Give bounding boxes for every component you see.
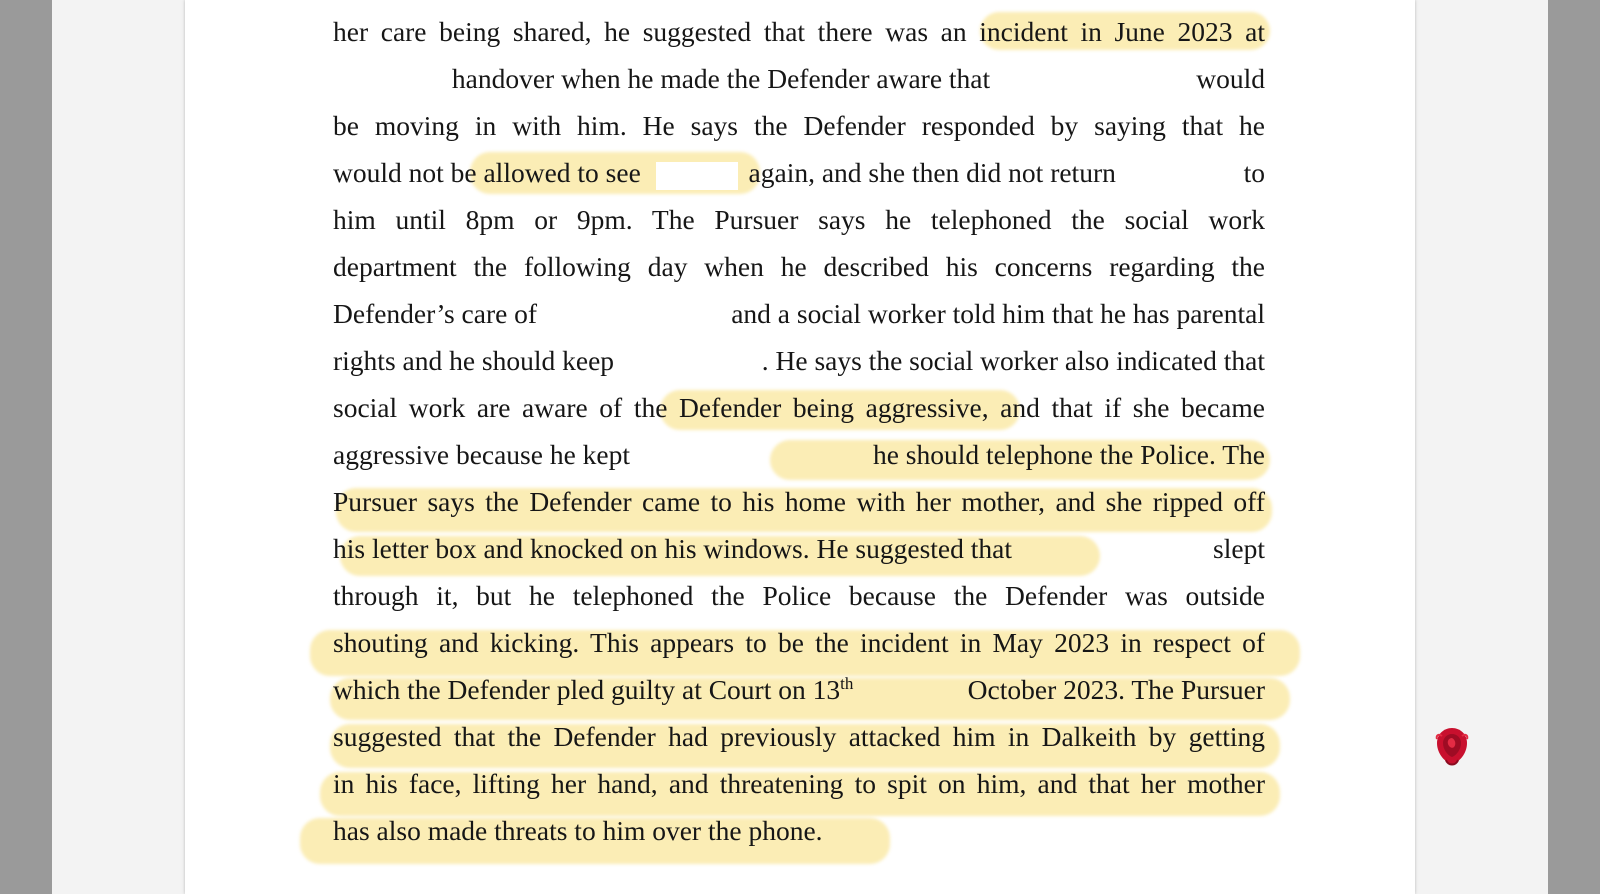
- text-line: [333, 478, 1265, 526]
- text-segment: aggressive because he kept: [333, 439, 631, 470]
- text-line: [333, 666, 1265, 714]
- redaction-block: [656, 162, 738, 190]
- text-line: [333, 572, 1265, 620]
- text-line: [333, 102, 1265, 150]
- text-line: [333, 619, 1265, 667]
- text-segment: rights and he should keep: [333, 345, 615, 376]
- text-segment: in his face, lifting her hand, and threatening to spit on him, and that her mother: [333, 768, 1265, 799]
- text-segment: her care being shared, he suggested that there was an incident in June 2023 at: [333, 16, 1265, 47]
- text-segment: slept: [1213, 533, 1265, 564]
- text-segment: Defender’s care of: [333, 298, 538, 329]
- text-line: [333, 431, 1265, 479]
- text-line: [333, 55, 1265, 103]
- redaction-block: [1003, 68, 1151, 96]
- text-line: [333, 337, 1265, 385]
- text-segment: social work are aware of the Defender being aggressive, and that if she became: [333, 392, 1265, 423]
- text-segment: would not be allowed to see: [333, 157, 641, 188]
- text-segment: him until 8pm or 9pm. The Pursuer says he telephoned the social work: [333, 204, 1265, 235]
- text-segment: Pursuer says the Defender came to his home with her mother, and she ripped off: [333, 486, 1265, 517]
- text-line: [333, 149, 1265, 197]
- text-segment: he should telephone the Police. The: [872, 439, 1265, 470]
- text-segment: be moving in with him. He says the Defender responded by saying that he: [333, 110, 1265, 141]
- text-line: [333, 196, 1265, 244]
- text-segment: October 2023. The Pursuer: [967, 674, 1265, 705]
- ordinal-suffix: th: [840, 673, 854, 693]
- text-line: [333, 807, 1265, 855]
- text-segment: would: [1196, 63, 1265, 94]
- text-line: [333, 760, 1265, 808]
- text-line: [333, 713, 1265, 761]
- text-line: [333, 525, 1265, 573]
- redaction-block: [333, 68, 441, 96]
- text-segment: his letter box and knocked on his windows. He suggested that: [333, 533, 1012, 564]
- rose-icon: [1428, 722, 1476, 770]
- text-line: [333, 384, 1265, 432]
- text-segment: again, and she then did not return: [748, 157, 1116, 188]
- text-segment: which the Defender pled guilty at Court on 13: [333, 674, 841, 705]
- text-line: [333, 243, 1265, 291]
- text-line: [333, 8, 1265, 56]
- text-segment: . He says the social worker also indicated that: [761, 345, 1265, 376]
- text-segment: shouting and kicking. This appears to be the incident in May 2023 in respect of: [333, 627, 1265, 658]
- text-segment: and a social worker told him that he has parental: [731, 298, 1265, 329]
- text-segment: department the following day when he described his concerns regarding the: [333, 251, 1265, 282]
- text-segment: handover when he made the Defender aware that: [451, 63, 991, 94]
- text-segment: has also made threats to him over the phone.: [333, 815, 823, 846]
- text-line: [333, 290, 1265, 338]
- text-segment: through it, but he telephoned the Police because the Defender was outside: [333, 580, 1265, 611]
- text-segment: suggested that the Defender had previously attacked him in Dalkeith by getting: [333, 721, 1265, 752]
- text-segment: to: [1243, 157, 1265, 188]
